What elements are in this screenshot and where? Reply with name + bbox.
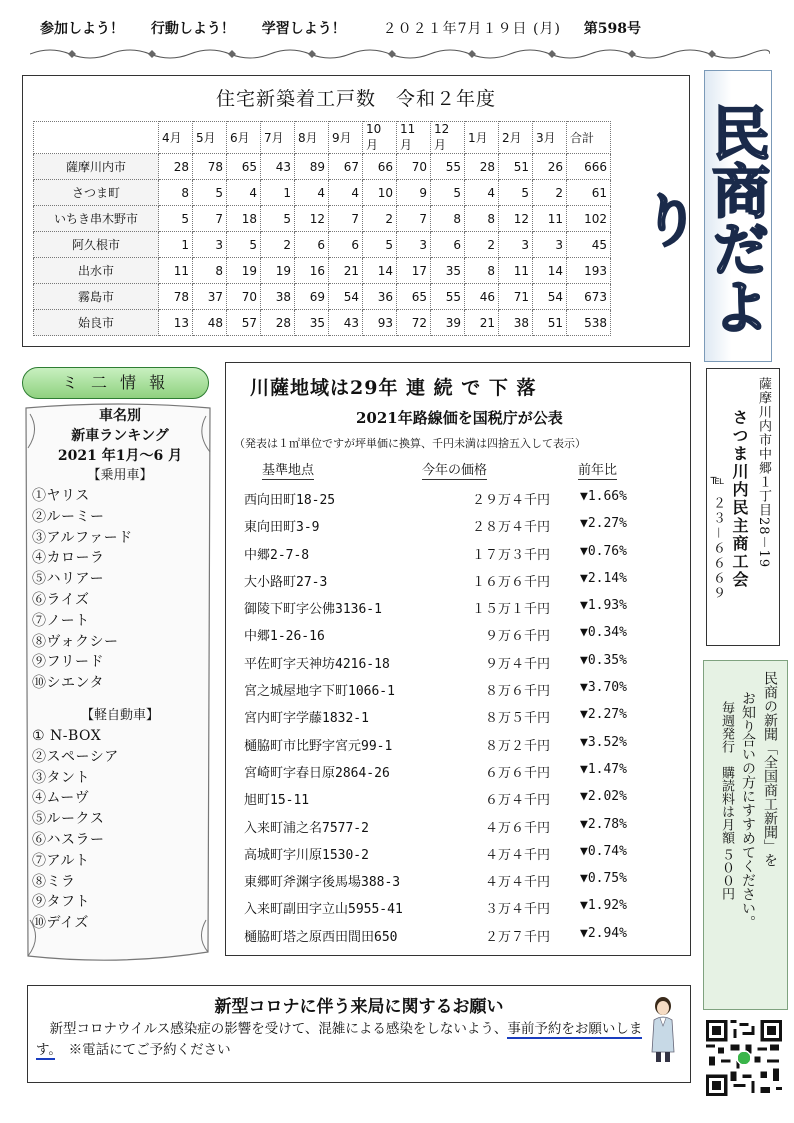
land-point: 旭町15-11 [244, 793, 310, 809]
table-cell: 93 [363, 310, 397, 336]
table-cell: 5 [261, 206, 295, 232]
land-price-panel [225, 362, 691, 956]
table-cell: 3 [533, 232, 567, 258]
table-cell: 2 [533, 180, 567, 206]
land-change: ▼3.52% [580, 734, 627, 750]
row-city: いちき串木野市 [34, 206, 159, 232]
land-point: 高城町字川原1530-2 [244, 847, 369, 863]
table-cell: 54 [533, 284, 567, 310]
ranking-period: 2021 年1月～6 月 [57, 448, 183, 464]
land-row [226, 703, 690, 730]
land-price: ３万４千円 [484, 902, 550, 918]
table-cell: 11 [533, 206, 567, 232]
land-point: 入来町副田字立山5955-41 [244, 902, 403, 918]
land-price: ８万５千円 [484, 711, 550, 727]
land-point: 御陵下町字公佛3136-1 [244, 602, 382, 618]
table-cell: 4 [295, 180, 329, 206]
passenger-category: 【乗用車】 [87, 468, 153, 483]
masthead [632, 70, 772, 362]
table-cell: 14 [363, 258, 397, 284]
row-city: 始良市 [34, 310, 159, 336]
table-cell: 89 [295, 154, 329, 180]
table-cell: 5 [227, 232, 261, 258]
table-cell: 28 [159, 154, 193, 180]
land-price: １６万６千円 [471, 574, 550, 590]
notice-title: 新型コロナに伴う来局に関するお願い [214, 997, 504, 1017]
land-point: 大小路町27-3 [244, 574, 328, 590]
list-item: ⑧ヴォクシー [32, 633, 119, 650]
land-price: ８万６千円 [484, 684, 550, 700]
table-cell: 7 [329, 206, 363, 232]
list-item: ②ルーミー [32, 508, 105, 525]
list-item: ⑨フリード [32, 654, 104, 671]
notice-body [36, 1019, 656, 1061]
list-item: ③アルファード [32, 529, 133, 546]
ranking-title [30, 406, 210, 466]
table-cell: 19 [261, 258, 295, 284]
land-rows [226, 485, 690, 949]
table-cell: 5 [499, 180, 533, 206]
table-cell: 6 [431, 232, 465, 258]
land-row [226, 894, 690, 921]
table-cell: 78 [159, 284, 193, 310]
organization-name: さつま川内民主商工会 [730, 409, 749, 589]
land-price: ９万６千円 [484, 629, 550, 645]
table-cell: 48 [193, 310, 227, 336]
phone-number: ℡ ２３－６６６９ [710, 473, 725, 602]
land-change: ▼2.27% [580, 516, 627, 532]
table-cell: 11 [159, 258, 193, 284]
table-row [34, 258, 611, 284]
column-header: 合計 [567, 122, 611, 154]
table-cell: 5 [363, 232, 397, 258]
housing-starts-panel [22, 75, 690, 347]
address-box [706, 368, 780, 646]
table-cell: 72 [397, 310, 431, 336]
table-cell: 55 [431, 154, 465, 180]
table-cell: 36 [363, 284, 397, 310]
land-change: ▼1.92% [580, 898, 627, 914]
notice-text: 新型コロナウイルス感染症の影響を受けて、混雑による感染をしないよう、 [36, 1021, 508, 1037]
list-item: ①ヤリス [32, 488, 90, 504]
land-change: ▼1.93% [580, 598, 627, 614]
notice-emphasis: 事前予約をお願いします。 [36, 1021, 643, 1058]
land-row [226, 785, 690, 812]
table-cell: 16 [295, 258, 329, 284]
table-cell: 6 [329, 232, 363, 258]
table-cell: 69 [295, 284, 329, 310]
table-cell: 61 [567, 180, 611, 206]
row-city: さつま町 [34, 180, 159, 206]
land-change: ▼2.27% [580, 707, 627, 723]
land-row [226, 840, 690, 867]
table-cell: 19 [227, 258, 261, 284]
table-cell: 43 [261, 154, 295, 180]
table-row [34, 284, 611, 310]
table-cell: 8 [193, 258, 227, 284]
table-cell: 5 [159, 206, 193, 232]
column-change: 前年比 [578, 459, 617, 480]
table-cell: 8 [465, 206, 499, 232]
land-row [226, 731, 690, 758]
table-cell: 45 [567, 232, 611, 258]
column-header: 11月 [397, 122, 431, 154]
table-cell: 17 [397, 258, 431, 284]
table-cell: 12 [295, 206, 329, 232]
table-cell: 37 [193, 284, 227, 310]
land-point: 宮之城屋地字下町1066-1 [244, 684, 395, 700]
address-line: 薩摩川内市中郷１丁目28－19 [756, 377, 771, 569]
table-cell: 38 [261, 284, 295, 310]
land-price: ９万４千円 [484, 656, 550, 672]
table-cell: 55 [431, 284, 465, 310]
list-item: ① N-BOX [32, 727, 102, 744]
covid-notice [27, 985, 691, 1083]
column-header: 12月 [431, 122, 465, 154]
table-cell: 4 [465, 180, 499, 206]
land-price: ２８万４千円 [471, 520, 550, 536]
land-change: ▼1.66% [580, 489, 627, 504]
list-item: ⑦アルト [32, 852, 90, 869]
land-change: ▼2.94% [580, 925, 627, 941]
table-cell: 2 [261, 232, 295, 258]
table-cell: 2 [465, 232, 499, 258]
column-header: 2月 [499, 122, 533, 154]
list-item: ④カローラ [32, 550, 105, 567]
column-header: 7月 [261, 122, 295, 154]
land-column-headers [226, 459, 690, 479]
table-row [34, 310, 611, 336]
list-item: ⑥ライズ [32, 591, 90, 608]
kei-ranking-list [30, 726, 210, 934]
land-row [226, 485, 690, 512]
column-header: 5月 [193, 122, 227, 154]
table-cell: 3 [499, 232, 533, 258]
table-cell: 193 [567, 258, 611, 284]
table-cell: 70 [397, 154, 431, 180]
land-row [226, 649, 690, 676]
slogan-join: 参加しよう！ [40, 21, 124, 37]
table-cell: 26 [533, 154, 567, 180]
vine-divider [30, 44, 770, 64]
column-header: 9月 [329, 122, 363, 154]
land-row [226, 540, 690, 567]
table-cell: 4 [329, 180, 363, 206]
slogan-act: 行動しよう！ [150, 21, 235, 37]
column-header: 10月 [363, 122, 397, 154]
list-item: ⑩シエンタ [32, 675, 104, 692]
table-cell: 13 [159, 310, 193, 336]
car-ranking [30, 406, 210, 934]
column-header: 3月 [533, 122, 567, 154]
table-cell: 7 [193, 206, 227, 232]
table-cell: 65 [397, 284, 431, 310]
land-change: ▼3.70% [580, 680, 627, 696]
table-cell: 3 [397, 232, 431, 258]
table-cell: 43 [329, 310, 363, 336]
land-row [226, 813, 690, 840]
land-point: 樋脇町市比野字宮元99-1 [244, 738, 393, 754]
land-change: ▼0.75% [580, 871, 627, 887]
land-row [226, 758, 690, 785]
table-row [34, 154, 611, 180]
land-change: ▼2.14% [580, 570, 627, 586]
list-item: ⑩デイズ [32, 915, 89, 932]
table-cell: 10 [363, 180, 397, 206]
land-note: （発表は１㎡単位ですが坪単価に換算、千円未満は四捨五入して表示） [234, 437, 586, 450]
land-row [226, 512, 690, 539]
housing-table [33, 121, 611, 336]
land-point: 東郷町斧渊字後馬場388-3 [244, 875, 401, 891]
list-item: ③タント [32, 769, 90, 786]
land-change: ▼0.76% [580, 543, 627, 559]
newspaper-promo [703, 660, 788, 1010]
ranking-title-line-2: 新車ランキング [71, 428, 169, 444]
list-item: ④ムーヴ [32, 790, 90, 807]
land-subheadline: 2021年路線価を国税庁が公表 [356, 409, 563, 427]
row-city: 霧島市 [34, 284, 159, 310]
mini-info-badge: ミ 二 情 報 [22, 367, 209, 399]
table-cell: 8 [431, 206, 465, 232]
table-cell: 11 [499, 258, 533, 284]
table-cell: 67 [329, 154, 363, 180]
land-price: １５万１千円 [471, 602, 550, 618]
table-cell: 9 [397, 180, 431, 206]
passenger-ranking-list [30, 486, 210, 694]
table-cell: 21 [465, 310, 499, 336]
masthead-title: 民商だより [632, 103, 770, 335]
kei-category: 【軽自動車】 [80, 707, 159, 723]
land-headline: 川薩地域は29年 連 続 で 下 落 [250, 377, 537, 399]
land-change: ▼0.35% [580, 652, 627, 668]
table-cell: 2 [363, 206, 397, 232]
housing-title: 住宅新築着工戸数 令和２年度 [215, 88, 496, 110]
promo-line-3: 毎週発行 購読料は月額 ５００円 [719, 701, 734, 901]
row-city: 出水市 [34, 258, 159, 284]
table-corner [34, 122, 159, 154]
table-cell: 39 [431, 310, 465, 336]
table-cell: 14 [533, 258, 567, 284]
list-item: ⑤ルークス [32, 811, 105, 828]
land-point: 宮崎町字春日原2864-26 [244, 765, 390, 781]
ranking-title-line-1: 車名別 [99, 408, 141, 424]
table-cell: 71 [499, 284, 533, 310]
land-change: ▼2.02% [580, 789, 627, 805]
list-item: ⑨タフト [32, 894, 90, 911]
table-cell: 7 [397, 206, 431, 232]
table-cell: 18 [227, 206, 261, 232]
table-cell: 51 [499, 154, 533, 180]
table-cell: 673 [567, 284, 611, 310]
table-cell: 66 [363, 154, 397, 180]
land-point: 中郷1-26-16 [244, 629, 325, 645]
land-row [226, 594, 690, 621]
table-cell: 666 [567, 154, 611, 180]
table-cell: 28 [261, 310, 295, 336]
table-row [34, 232, 611, 258]
table-cell: 46 [465, 284, 499, 310]
row-city: 薩摩川内市 [34, 154, 159, 180]
table-row [34, 180, 611, 206]
land-change: ▼0.74% [580, 843, 627, 859]
table-cell: 38 [499, 310, 533, 336]
receptionist-icon [648, 994, 678, 1064]
promo-line-1: 民商の新聞「全国商工新聞」を [762, 671, 778, 867]
land-price: ４万４千円 [484, 875, 550, 891]
land-point: 西向田町18-25 [244, 493, 336, 508]
land-price: ４万４千円 [484, 847, 550, 863]
land-change: ▼1.47% [580, 761, 627, 777]
table-cell: 1 [159, 232, 193, 258]
table-cell: 35 [431, 258, 465, 284]
table-cell: 57 [227, 310, 261, 336]
table-cell: 4 [227, 180, 261, 206]
table-cell: 5 [193, 180, 227, 206]
land-row [226, 922, 690, 949]
land-price: ８万２千円 [484, 738, 550, 754]
housing-header-row [34, 122, 611, 154]
table-cell: 78 [193, 154, 227, 180]
list-item: ⑧ミラ [32, 873, 76, 890]
land-point: 入来町浦之名7577-2 [244, 820, 369, 836]
header-bar [40, 18, 760, 38]
column-header: 6月 [227, 122, 261, 154]
table-cell: 102 [567, 206, 611, 232]
qr-code-icon[interactable] [706, 1020, 782, 1096]
table-cell: 538 [567, 310, 611, 336]
land-row [226, 567, 690, 594]
promo-line-2: お知り合いの方にすすめてください。 [740, 691, 756, 929]
column-point: 基準地点 [262, 459, 314, 480]
housing-table-body [34, 154, 611, 336]
land-price: ６万６千円 [484, 765, 550, 781]
land-point: 宮内町字学藤1832-1 [244, 711, 369, 727]
table-cell: 6 [295, 232, 329, 258]
table-cell: 3 [193, 232, 227, 258]
issue-number: 第598号 [583, 21, 642, 37]
list-item: ⑥ハスラー [32, 831, 105, 848]
table-cell: 28 [465, 154, 499, 180]
land-change: ▼2.78% [580, 816, 627, 832]
table-cell: 5 [431, 180, 465, 206]
table-cell: 35 [295, 310, 329, 336]
table-cell: 51 [533, 310, 567, 336]
list-item: ②スペーシア [32, 748, 119, 765]
column-header: 4月 [159, 122, 193, 154]
table-cell: 8 [159, 180, 193, 206]
land-price: ６万４千円 [484, 793, 550, 809]
land-price: １７万３千円 [471, 547, 550, 563]
land-change: ▼0.34% [580, 625, 627, 641]
land-point: 中郷2-7-8 [244, 547, 310, 563]
table-cell: 21 [329, 258, 363, 284]
land-price: ４万６千円 [484, 820, 550, 836]
column-header: 1月 [465, 122, 499, 154]
land-price: ２９万４千円 [471, 493, 550, 508]
column-header: 8月 [295, 122, 329, 154]
table-cell: 65 [227, 154, 261, 180]
table-cell: 8 [465, 258, 499, 284]
table-row [34, 206, 611, 232]
land-point: 平佐町字天神坊4216-18 [244, 656, 390, 672]
row-city: 阿久根市 [34, 232, 159, 258]
list-item: ⑦ノート [32, 612, 90, 629]
slogan-learn: 学習しよう！ [261, 21, 346, 37]
table-cell: 70 [227, 284, 261, 310]
column-price: 今年の価格 [422, 459, 487, 480]
land-row [226, 676, 690, 703]
table-cell: 54 [329, 284, 363, 310]
table-cell: 12 [499, 206, 533, 232]
table-cell: 1 [261, 180, 295, 206]
land-point: 東向田町3-9 [244, 520, 320, 536]
land-price: ２万７千円 [484, 929, 550, 945]
list-item: ⑤ハリアー [32, 571, 105, 588]
issue-date: ２０２１年7月１９日 (月) [382, 21, 561, 37]
land-row [226, 621, 690, 648]
land-point: 樋脇町塔之原西田間田650 [244, 929, 398, 945]
notice-phone-note: ※電話にてご予約ください [55, 1042, 231, 1058]
land-row [226, 867, 690, 894]
